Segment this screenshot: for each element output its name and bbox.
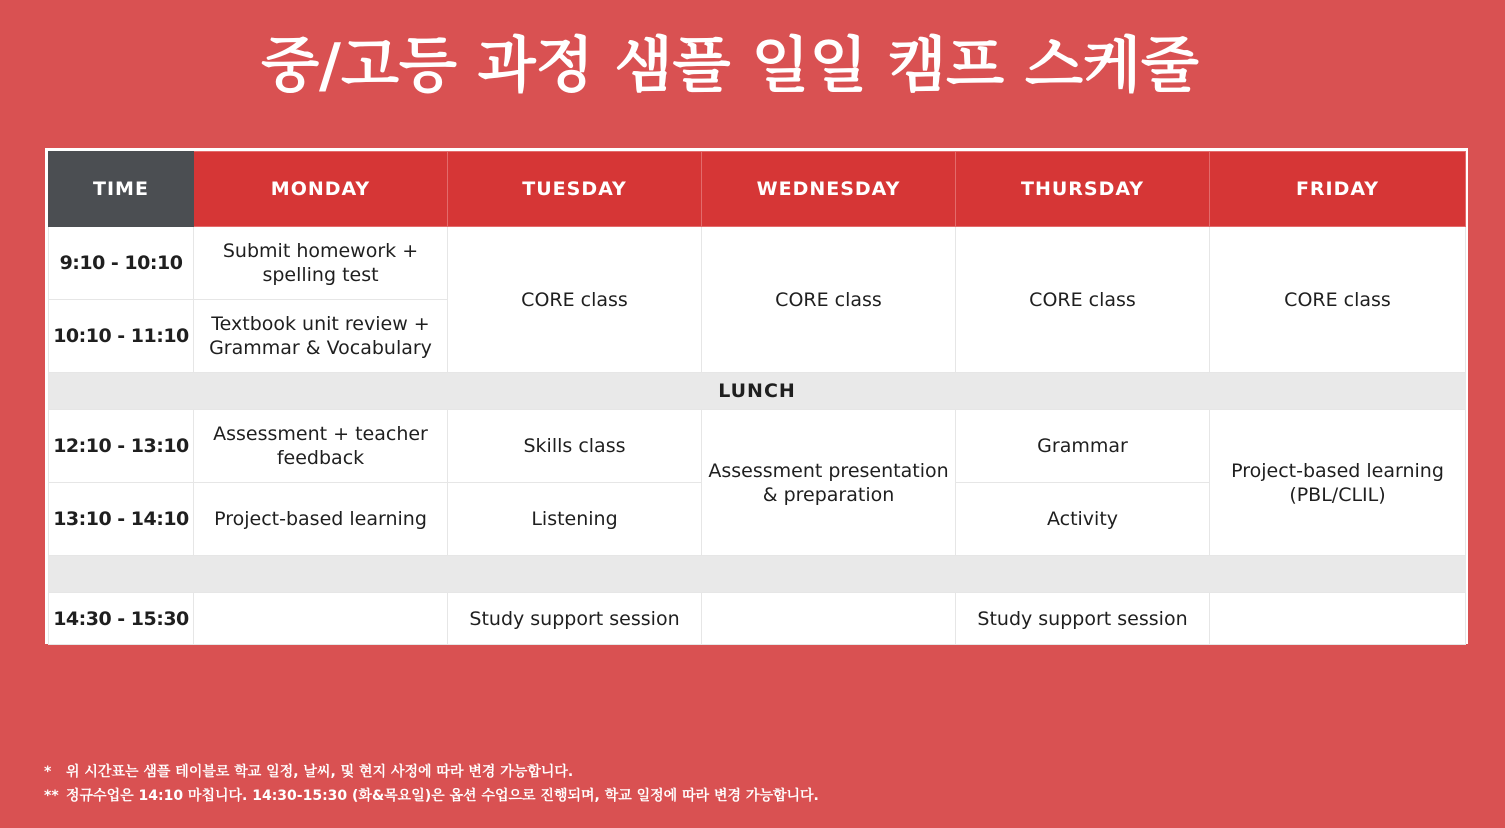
cell-wednesday-34: Assessment presentation & preparation	[702, 410, 956, 556]
cell-monday-2: Textbook unit review + Grammar & Vocabulary	[194, 300, 448, 373]
time-cell: 9:10 - 10:10	[49, 227, 194, 300]
lunch-label: LUNCH	[49, 373, 1466, 410]
header-time: TIME	[49, 152, 194, 227]
header-tuesday: TUESDAY	[448, 152, 702, 227]
footnote	[44, 760, 1044, 784]
cell-thursday-core: CORE class	[956, 227, 1210, 373]
time-cell: 13:10 - 14:10	[49, 483, 194, 556]
cell-monday-5	[194, 593, 448, 645]
cell-monday-3: Assessment + teacher feedback	[194, 410, 448, 483]
cell-tuesday-3: Skills class	[448, 410, 702, 483]
table-row	[49, 410, 1466, 483]
cell-friday-core: CORE class	[1210, 227, 1466, 373]
cell-thursday-3: Grammar	[956, 410, 1210, 483]
cell-monday-1: Submit homework + spelling test	[194, 227, 448, 300]
header-thursday: THURSDAY	[956, 152, 1210, 227]
divider-cell	[49, 556, 1466, 593]
footnote	[44, 784, 1044, 808]
cell-thursday-5: Study support session	[956, 593, 1210, 645]
table-row	[49, 593, 1466, 645]
time-cell: 14:30 - 15:30	[49, 593, 194, 645]
schedule-grid	[48, 151, 1466, 645]
header-wednesday: WEDNESDAY	[702, 152, 956, 227]
footnote-marker: **	[44, 788, 59, 804]
schedule-table	[45, 148, 1468, 644]
divider-row	[49, 556, 1466, 593]
cell-monday-4: Project-based learning	[194, 483, 448, 556]
cell-tuesday-5: Study support session	[448, 593, 702, 645]
cell-tuesday-core: CORE class	[448, 227, 702, 373]
table-row	[49, 227, 1466, 300]
cell-wednesday-core: CORE class	[702, 227, 956, 373]
footnote-text: 정규수업은 14:10 마칩니다. 14:30-15:30 (화&목요일)은 옵션 수업으로 진행되며, 학교 일정에 따라 변경 가능합니다.	[66, 788, 819, 804]
page-title: 중/고등 과정 샘플 일일 캠프 스케줄	[261, 31, 1199, 101]
cell-thursday-4: Activity	[956, 483, 1210, 556]
cell-friday-34: Project-based learning (PBL/CLIL)	[1210, 410, 1466, 556]
cell-wednesday-5	[702, 593, 956, 645]
header-friday: FRIDAY	[1210, 152, 1466, 227]
header-row	[49, 152, 1466, 227]
footnote-marker: *	[44, 764, 52, 780]
footnotes	[44, 760, 1044, 808]
time-cell: 12:10 - 13:10	[49, 410, 194, 483]
footnote-text: 위 시간표는 샘플 테이블로 학교 일정, 날씨, 및 현지 사정에 따라 변경 가능합니다.	[66, 764, 574, 780]
time-cell: 10:10 - 11:10	[49, 300, 194, 373]
lunch-row	[49, 373, 1466, 410]
header-monday: MONDAY	[194, 152, 448, 227]
cell-friday-5	[1210, 593, 1466, 645]
cell-tuesday-4: Listening	[448, 483, 702, 556]
